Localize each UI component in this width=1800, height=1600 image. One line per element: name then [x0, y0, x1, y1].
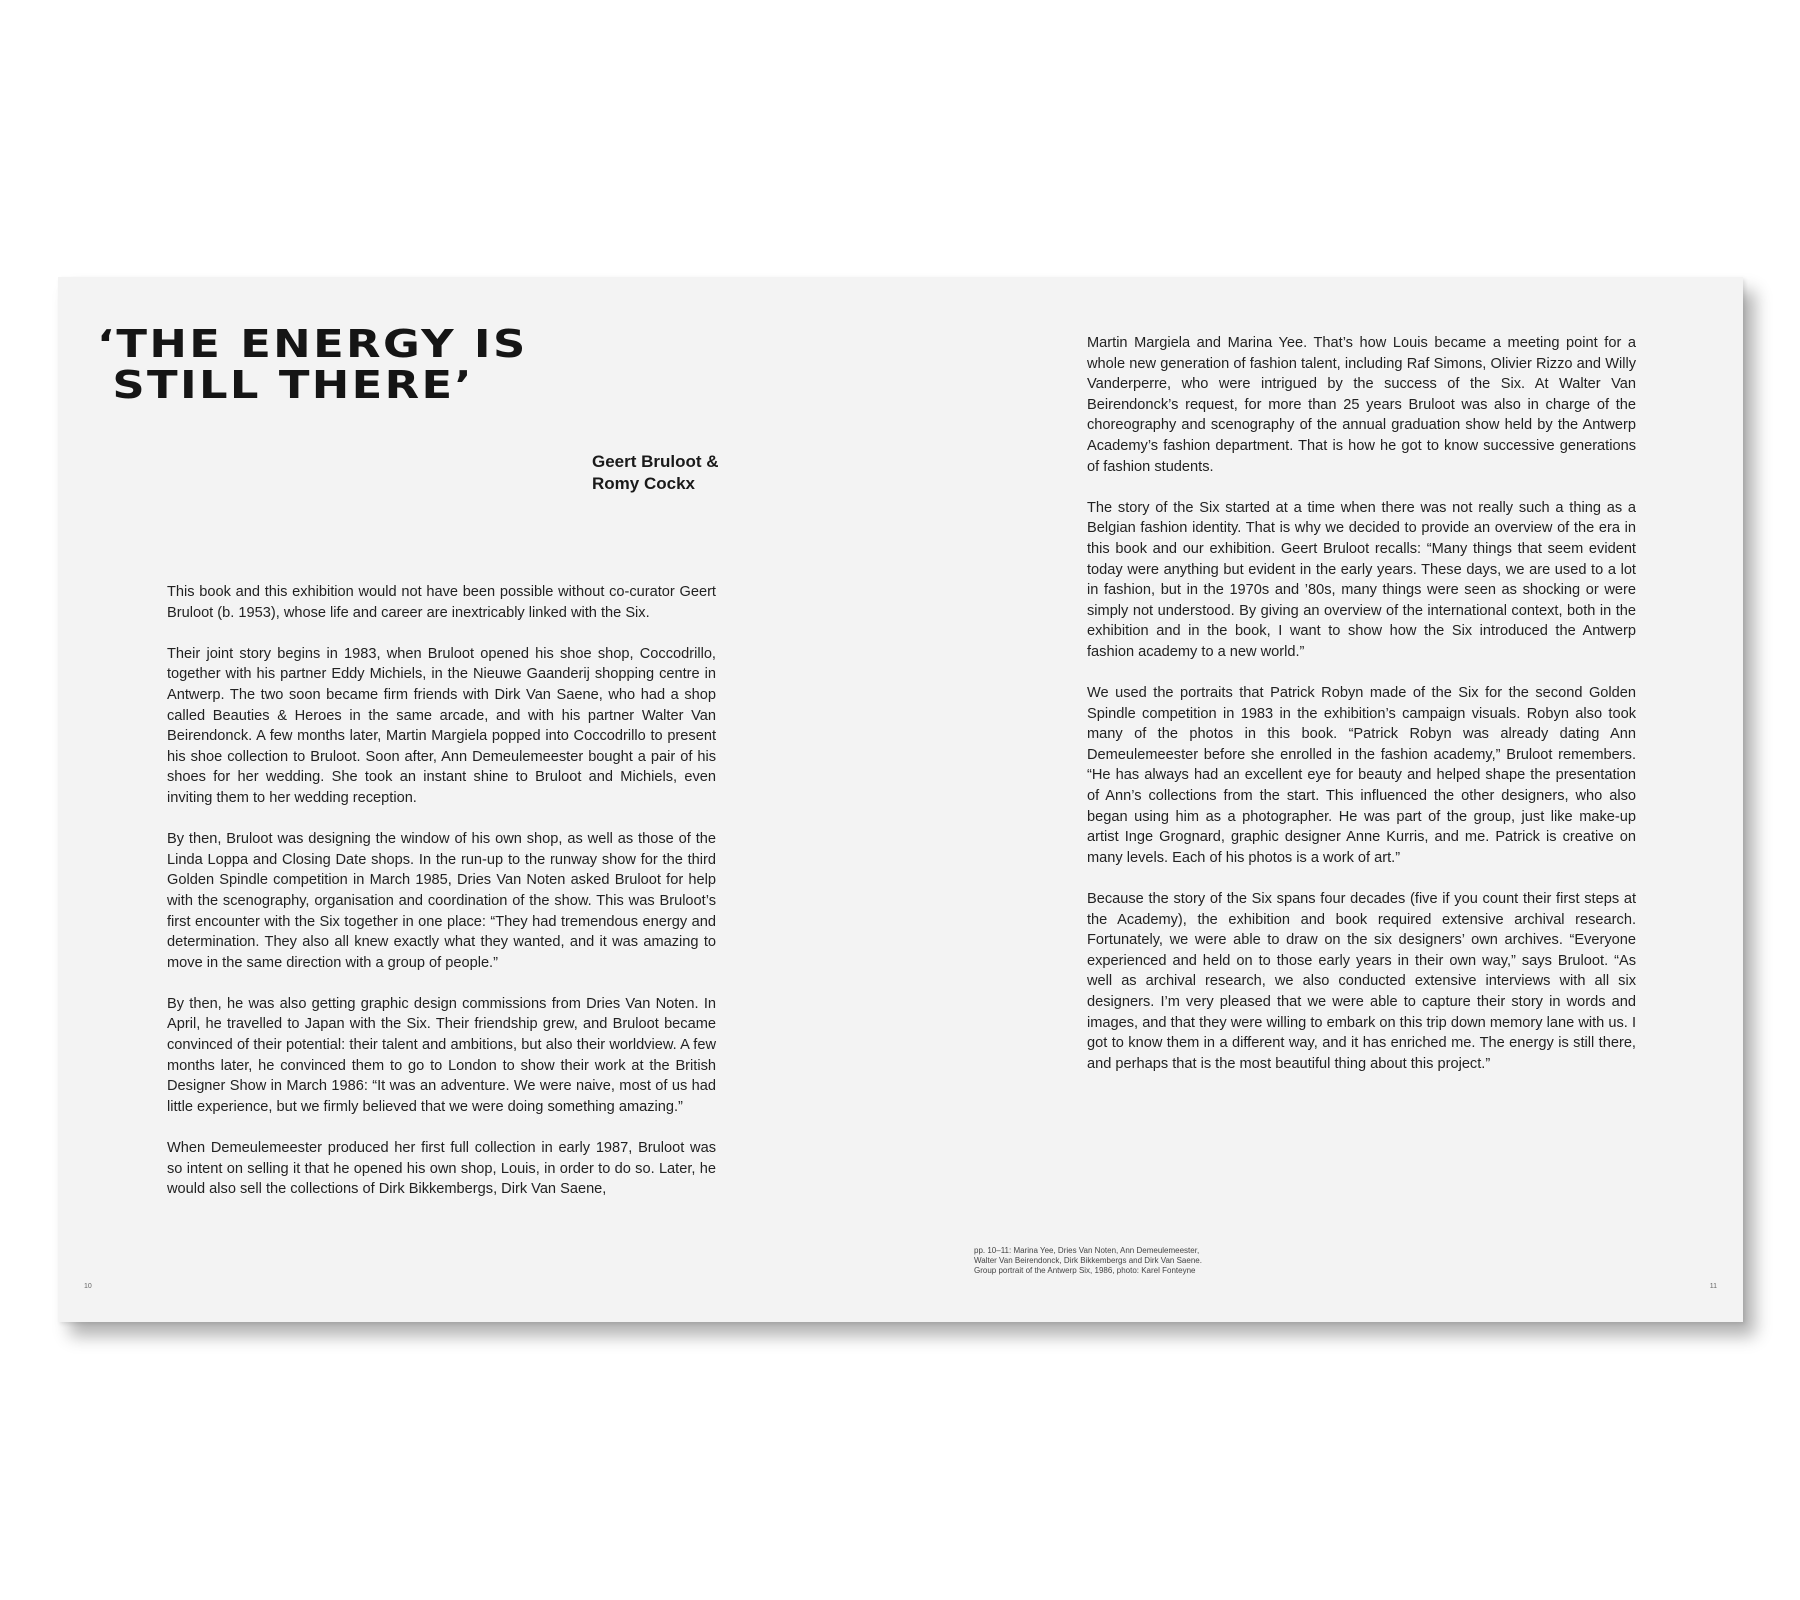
paragraph: Martin Margiela and Marina Yee. That’s how Louis became a meeting point for a whole new generation of fashion talent, including Raf Simons, Olivier Rizzo and Willy Vanderperre, who were intrigued by the success of the Six. At Walter Van Beirendonck’s request, for more than 25 years Bruloot was also in charge of the choreography and scenography of the annual graduation show held by the Antwerp Academy’s fashion department. That is how he got to know successive generations of fashion students. [1087, 335, 1636, 475]
paragraph: By then, he was also getting graphic design commissions from Dries Van Noten. In April, he travelled to Japan with the Six. Their friendship grew, and Bruloot became convinced of their potential: their talent and ambitions, but also their worldview. A few months later, he convinced them to go to London to show their work at the British Designer Show in March 1986: “It was an adventure. We were naive, most of us had little experience, but we firmly believed that we were doing something amazing.” [167, 995, 716, 1115]
right-text-column [1087, 333, 1636, 1095]
paragraph: The story of the Six started at a time when there was not really such a thing as a Belgian fashion identity. That is why we decided to provide an overview of the era in this book and our exhibition. Geert Bruloot recalls: “Many things that seem evident today were anything but evident in the early years. These days, we are used to a lot in fashion, but in the 1970s and ’80s, many things were seen as shocking or were simply not understood. By giving an overview of the international context, both in the exhibition and in the book, I want to show how the Six introduced the Antwerp fashion academy to a new world.” [1087, 499, 1636, 660]
paragraph: Their joint story begins in 1983, when Bruloot opened his shoe shop, Coccodrillo, together with his partner Eddy Michiels, in the Nieuwe Gaanderij shopping centre in Antwerp. The two soon became firm friends with Dirk Van Saene, who had a shop called Beauties & Heroes in the same arcade, and with his partner Walter Van Beirendonck. A few months later, Martin Margiela popped into Coccodrillo to present his shoe collection to Bruloot. Soon after, Ann Demeulemeester bought a pair of his shoes for her wedding. She took an instant shine to Bruloot and Michiels, even inviting them to her wedding reception. [167, 645, 716, 806]
author-line-2: Romy Cockx [592, 474, 695, 493]
title-line-1: ‘THE ENERGY IS [97, 322, 528, 366]
paragraph: By then, Bruloot was designing the window of his own shop, as well as those of the Linda Loppa and Closing Date shops. In the run-up to the runway show for the third Golden Spindle competition in March 1985, Dries Van Noten asked Bruloot for help with the scenography, organisation and coordination of the show. This was Bruloot’s first encounter with the Six together in one place: “They had tremendous energy and determination. They also all knew exactly what they wanted, and it was amazing to move in the same direction with a group of people.” [167, 831, 716, 971]
paragraph: This book and this exhibition would not have been possible without co-curator Geert Bruloot (b. 1953), whose life and career are inextricably linked with the Six. [167, 584, 716, 621]
paragraph: When Demeulemeester produced her first full collection in early 1987, Bruloot was so intent on selling it that he opened his own shop, Louis, in order to do so. Later, he would also sell the collections of Dirk Bikkembergs, Dirk Van Saene, [167, 1140, 716, 1198]
author-line-1: Geert Bruloot & [592, 452, 719, 471]
left-text-column [167, 582, 716, 1220]
caption-line-2: Walter Van Beirendonck, Dirk Bikkembergs and Dirk Van Saene. [974, 1256, 1202, 1265]
paragraph: Because the story of the Six spans four decades (five if you count their first steps at the Academy), the exhibition and book required extensive archival research. Fortunately, we were able to draw on the six designers’ own archives. “Everyone experienced and held on to those early years in their own way,” says Bruloot. “As well as archival research, we also conducted extensive interviews with all six designers. I’m very pleased that we were able to capture their story in words and images, and that they were willing to embark on this trip down memory lane with us. I got to know them in a different way, and it has enriched me. The energy is still there, and perhaps that is the most beautiful thing about this project.” [1087, 891, 1636, 1072]
photo-caption [974, 1246, 1274, 1276]
caption-line-1: pp. 10–11: Marina Yee, Dries Van Noten, Ann Demeulemeester, [974, 1246, 1200, 1255]
page-number-left: 10 [84, 1283, 92, 1290]
caption-line-3: Group portrait of the Antwerp Six, 1986, photo: Karel Fonteyne [974, 1266, 1196, 1275]
paragraph: We used the portraits that Patrick Robyn made of the Six for the second Golden Spindle competition in 1983 in the exhibition’s campaign visuals. Robyn also took many of the photos in this book. “Patrick Robyn was already dating Ann Demeulemeester before she enrolled in the fashion academy,” Bruloot remembers. “He has always had an excellent eye for beauty and helped shape the presentation of Ann’s collections from the start. This influenced the other designers, who also began using him as a photographer. He was part of the group, just like make-up artist Inge Grognard, graphic designer Anne Kurris, and me. Patrick is creative on many levels. Each of his photos is a work of art.” [1087, 685, 1636, 866]
title-line-2: STILL THERE’ [112, 363, 474, 407]
book-spread [58, 277, 1743, 1322]
author-byline [592, 451, 719, 495]
article-title [97, 324, 528, 406]
page-number-right: 11 [1709, 1283, 1717, 1290]
